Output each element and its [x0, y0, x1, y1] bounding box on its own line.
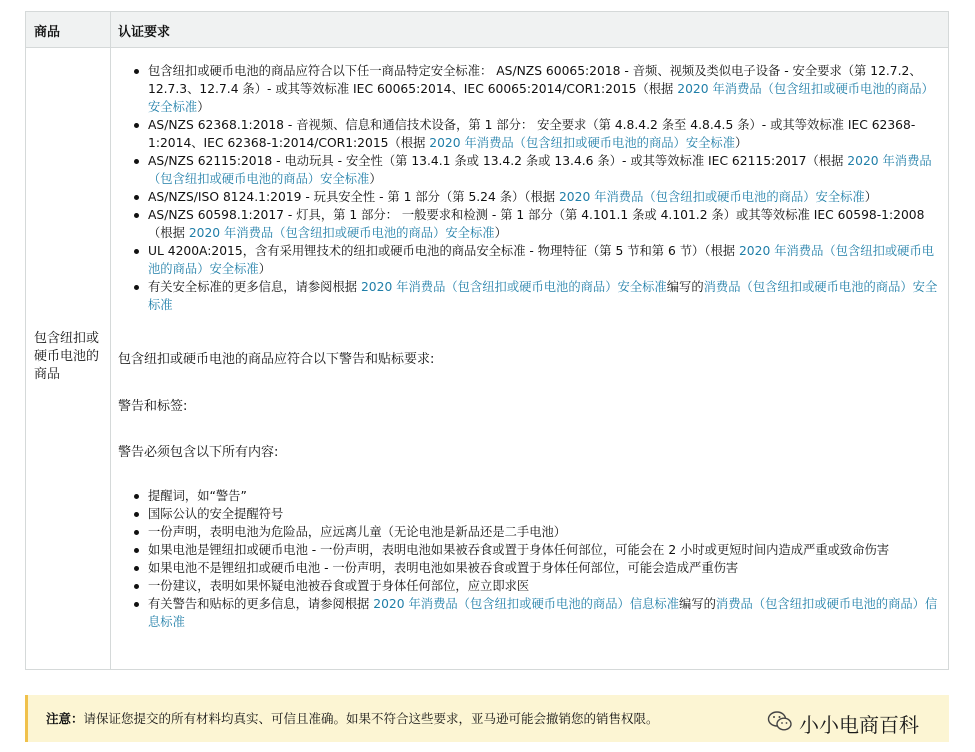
warning-requirements-list — [148, 487, 940, 631]
list-item-text: ） — [735, 136, 748, 150]
list-item-text: AS/NZS/ISO 8124.1:2019 - 玩具安全性 - 第 1 部分（第 5.24 条）（根据 — [148, 190, 559, 204]
standard-link[interactable]: 2020 年消费品（包含纽扣或硬币电池的商品）安全标准 — [148, 244, 935, 276]
list-item — [148, 595, 940, 631]
list-item-text: 包含纽扣或硬币电池的商品应符合以下任一商品特定安全标准： AS/NZS 60065:2018 - 音频、视频及类似电子设备 - 安全要求（第 12.7.2、12.7.3、12.7.4 条）- 或其等效标准 IEC 60065:2014、IEC 60065:2014/COR1:2015（根据 — [148, 64, 922, 96]
list-item-text: ） — [494, 226, 507, 240]
notice-text — [46, 710, 659, 728]
list-item-text: AS/NZS 62368.1:2018 - 音视频、信息和通信技术设备，第 1 部分： 安全要求（第 4.8.4.2 条至 4.8.4.5 条）- 或其等效标准 IEC 62368-1:2014、IEC 62368-1:2014/COR1:2015（根据 — [148, 118, 916, 150]
list-item-text: 提醒词，如“警告” — [148, 489, 247, 503]
standard-link[interactable]: 2020 年消费品（包含纽扣或硬币电池的商品）安全标准 — [148, 82, 934, 114]
list-item-text: 有关警告和贴标的更多信息，请参阅根据 — [148, 597, 374, 611]
watermark-text: 小小电商百科 — [799, 713, 919, 737]
list-item — [148, 188, 940, 206]
list-item — [148, 523, 940, 541]
must-contain-text: 警告必须包含以下所有内容: — [118, 445, 279, 460]
notice-box — [25, 695, 949, 742]
list-item — [148, 62, 940, 116]
list-item — [148, 242, 940, 278]
standard-link[interactable]: 2020 年消费品（包含纽扣或硬币电池的商品）安全标准 — [188, 226, 495, 240]
list-item-text: ） — [864, 190, 878, 204]
standard-link[interactable]: 2020 年消费品（包含纽扣或硬币电池的商品）安全标准 — [360, 280, 667, 294]
safety-standards-list — [148, 62, 940, 314]
list-item-text: UL 4200A:2015，含有采用锂技术的纽扣或硬币电池的商品安全标准 - 物理特征（第 5 节和第 6 节）（根据 — [148, 244, 739, 258]
list-item-text: 有关安全标准的更多信息，请参阅根据 — [148, 280, 361, 294]
list-item — [148, 278, 940, 314]
list-item-text: 编写的 — [666, 280, 704, 294]
list-item — [148, 505, 940, 523]
list-item-text: 如果电池是锂纽扣或硬币电池 - 一份声明，表明电池如果被吞食或置于身体任何部位，可能会在 2 小时或更短时间内造成严重或致命伤害 — [148, 543, 890, 557]
list-item-text: 一份声明，表明电池为危险品，应远离儿童（无论电池是新品还是二手电池） — [148, 525, 567, 539]
standard-link[interactable]: 消费品（包含纽扣或硬币电池的商品）信息标准 — [148, 597, 938, 629]
standard-link[interactable]: 2020 年消费品（包含纽扣或硬币电池的商品）信息标准 — [373, 597, 680, 611]
list-item-text: 国际公认的安全提醒符号 — [148, 507, 284, 521]
list-item-text: ） — [197, 100, 210, 114]
list-item — [148, 206, 940, 242]
list-item — [148, 559, 940, 577]
list-item — [148, 152, 940, 188]
list-item-text: 如果电池不是锂纽扣或硬币电池 - 一份声明，表明电池如果被吞食或置于身体任何部位，可能会造成严重伤害 — [148, 561, 739, 575]
header-product: 商品 — [34, 25, 61, 40]
header-requirements: 认证要求 — [118, 25, 171, 40]
list-item — [148, 487, 940, 505]
watermark — [767, 709, 919, 738]
list-item — [148, 541, 940, 559]
list-item-text: 一份建议，表明如果怀疑电池被吞食或置于身体任何部位，应立即求医 — [148, 579, 530, 593]
standard-link[interactable]: 2020 年消费品（包含纽扣或硬币电池的商品）安全标准 — [558, 190, 865, 204]
notice-body: 请保证您提交的所有材料均真实、可信且准确。如果不符合这些要求，亚马逊可能会撤销您的销售权限。 — [83, 711, 659, 726]
standard-link[interactable]: 消费品（包含纽扣或硬币电池的商品）安全标准 — [148, 280, 938, 312]
standard-link[interactable]: 2020 年消费品（包含纽扣或硬币电池的商品）安全标准 — [148, 154, 932, 186]
list-item-text: ） — [369, 172, 382, 186]
wechat-icon — [767, 710, 793, 737]
labels-heading: 警告和标签: — [118, 399, 188, 414]
product-name: 包含纽扣或硬币电池的商品 — [34, 331, 100, 382]
list-item-text: AS/NZS 62115:2018 - 电动玩具 - 安全性（第 13.4.1 条或 13.4.2 条或 13.4.6 条）- 或其等效标准 IEC 62115:2017（根据 — [148, 154, 848, 168]
list-item-text: ） — [258, 262, 271, 276]
list-item — [148, 577, 940, 595]
list-item — [148, 116, 940, 152]
table-header — [26, 12, 948, 48]
list-item-text: 编写的 — [679, 597, 716, 611]
warning-intro-text: 包含纽扣或硬币电池的商品应符合以下警告和贴标要求: — [118, 352, 435, 367]
list-item-text: AS/NZS 60598.1:2017 - 灯具，第 1 部分： 一般要求和检测 - 第 1 部分（第 4.101.1 条或 4.101.2 条）或其等效标准 IEC 60598-1:2008（根据 — [148, 208, 925, 240]
requirements-table — [25, 11, 949, 670]
notice-label: 注意： — [46, 711, 84, 726]
standard-link[interactable]: 2020 年消费品（包含纽扣或硬币电池的商品）安全标准 — [429, 136, 736, 150]
column-divider — [110, 12, 111, 669]
